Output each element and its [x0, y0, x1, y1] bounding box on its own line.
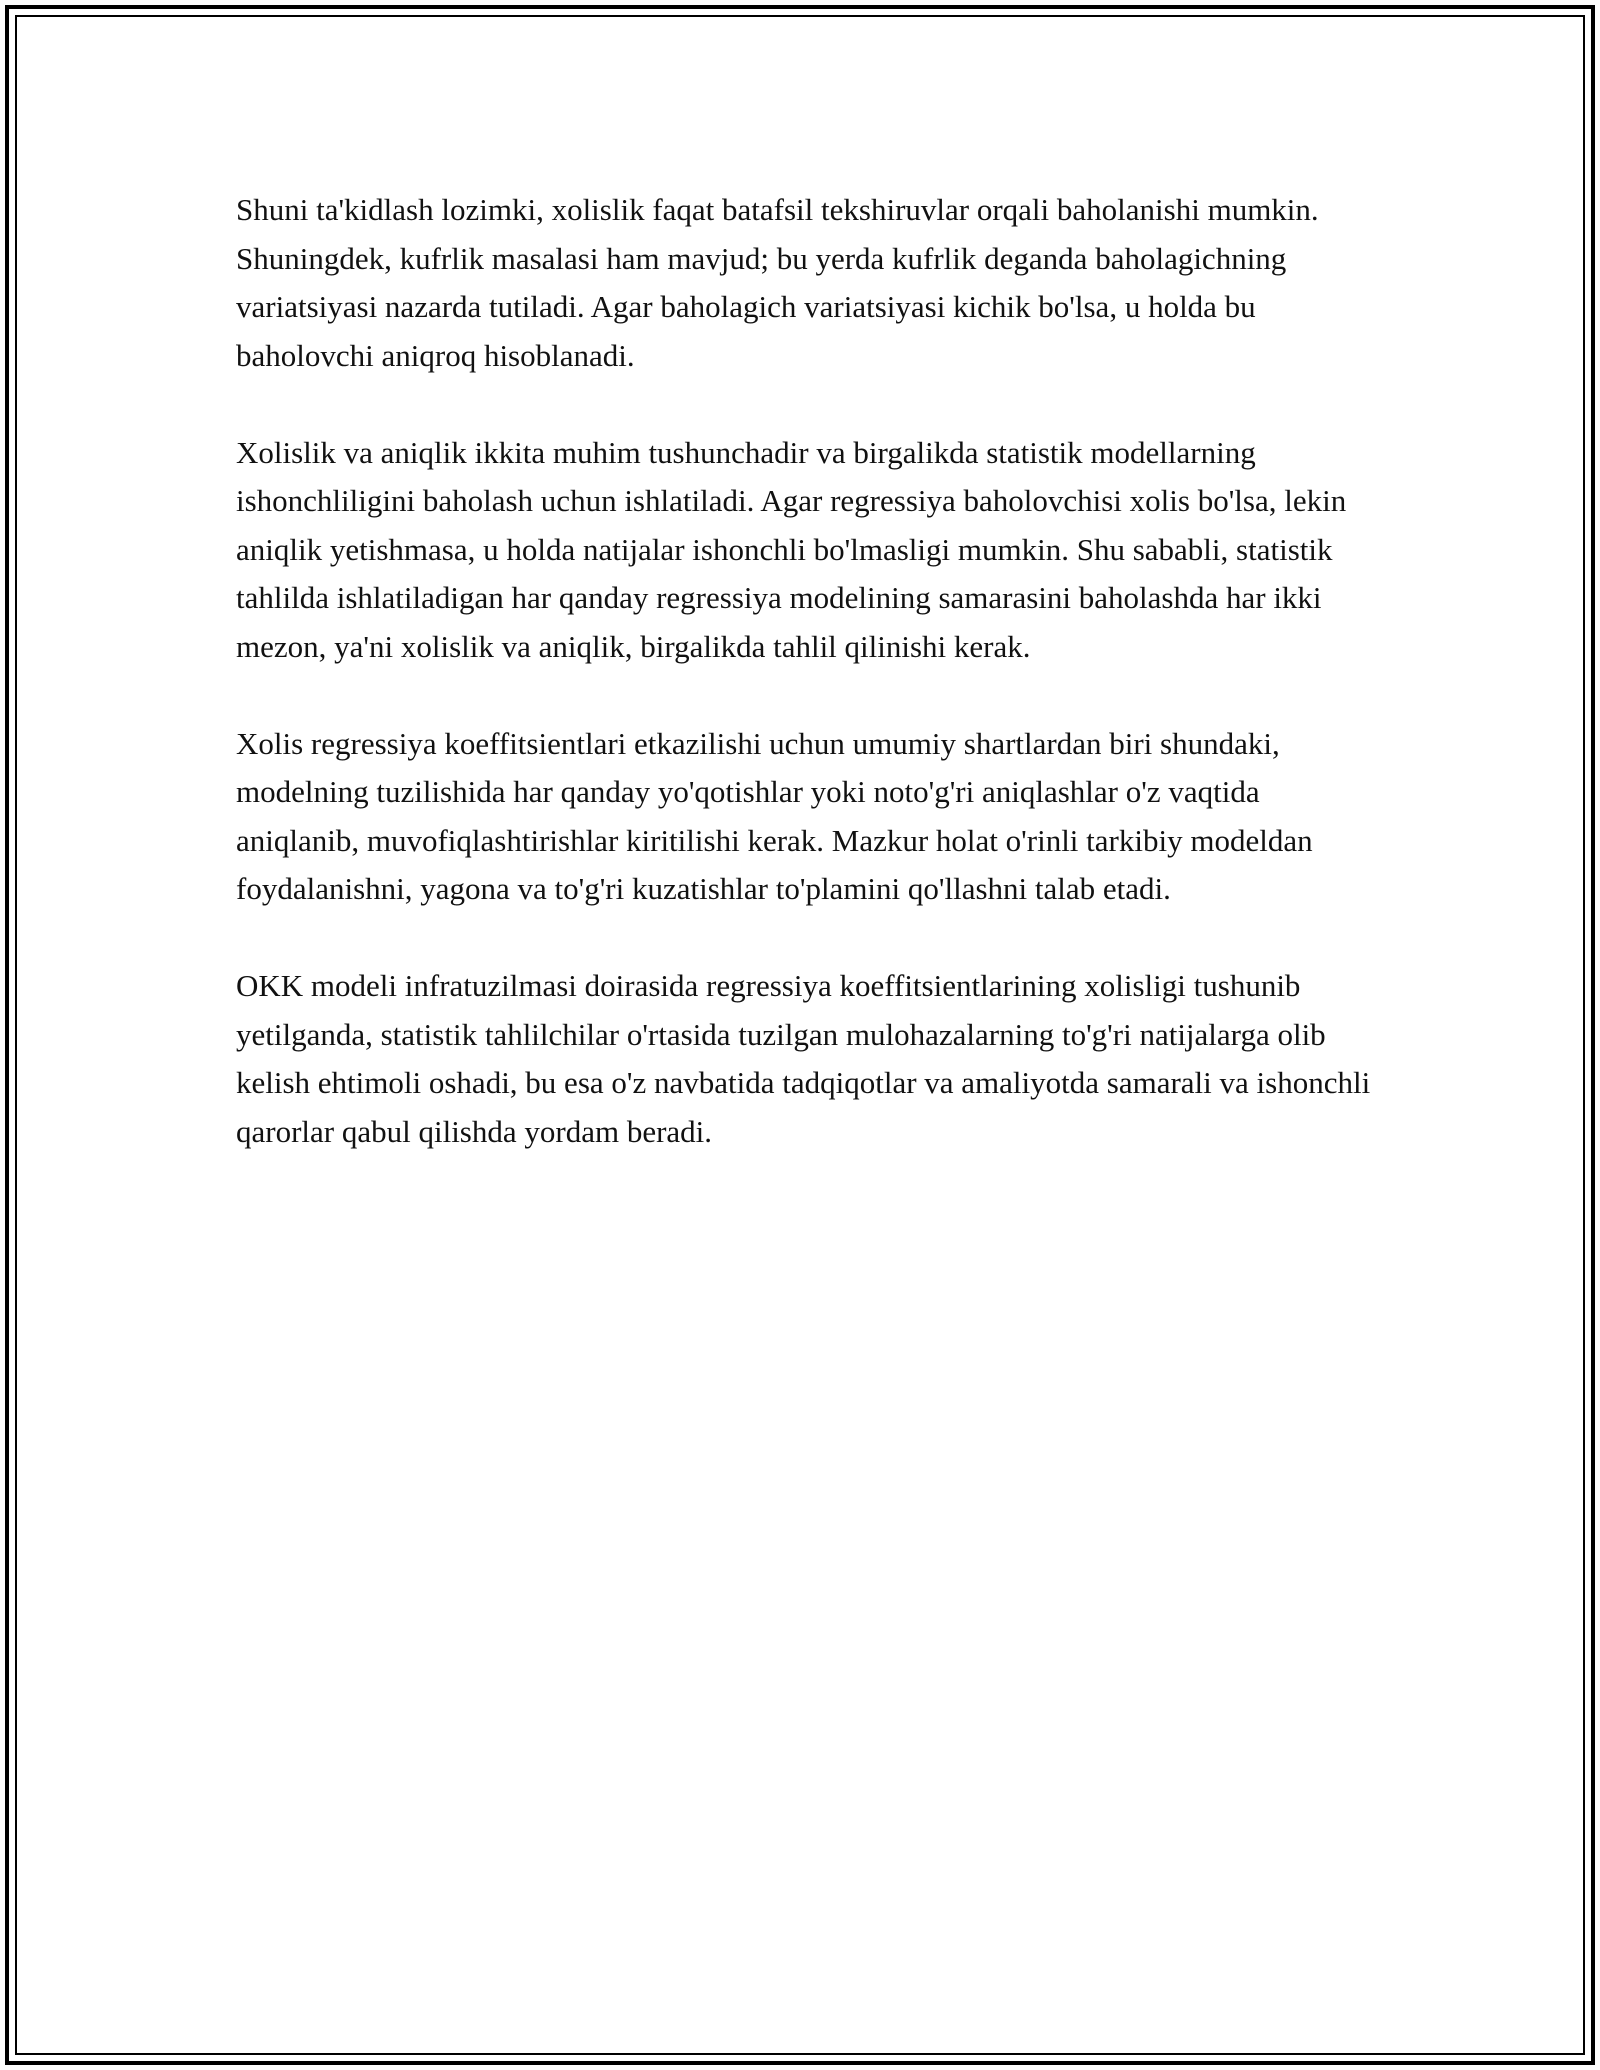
paragraph-1: Shuni ta'kidlash lozimki, xolislik faqat batafsil tekshiruvlar orqali baholanishi mumkin. Shuningdek, kufrlik masalasi ham mavjud; bu yerda kufrlik deganda baholagichning variatsiyasi nazarda tutiladi. Agar baholagich variatsiyasi kichik bo'lsa, u holda bu baholovchi aniqroq hisoblanadi.: [236, 192, 1319, 373]
paragraph-2: Xolislik va aniqlik ikkita muhim tushunchadir va birgalikda statistik modellarning ishonchliligini baholash uchun ishlatiladi. Agar regressiya baholovchisi xolis bo'lsa, lekin aniqlik yetishmasa, u holda natijalar ishonchli bo'lmasligi mumkin. Shu sababli, statistik tahlilda ishlatiladigan har qanday regressiya modelining samarasini baholashda har ikki mezon, ya'ni xolislik va aniqlik, birgalikda tahlil qilinishi kerak.: [236, 434, 1347, 664]
paragraph-3: Xolis regressiya koeffitsientlari etkazilishi uchun umumiy shartlardan biri shundaki, modelning tuzilishida har qanday yo'qotishlar yoki noto'g'ri aniqlashlar o'z vaqtida aniqlanib, muvofiqlashtirishlar kiritilishi kerak. Mazkur holat o'rinli tarkibiy modeldan foydalanishni, yagona va to'g'ri kuzatishlar to'plamini qo'llashni talab etadi.: [236, 725, 1313, 906]
document-body: [236, 186, 1376, 1205]
paragraph-4: OKK modeli infratuzilmasi doirasida regressiya koeffitsientlarining xolisligi tushunib yetilganda, statistik tahlilchilar o'rtasida tuzilgan mulohazalarning to'g'ri natijalarga olib kelish ehtimoli oshadi, bu esa o'z navbatida tadqiqotlar va amaliyotda samarali va ishonchli qarorlar qabul qilishda yordam beradi.: [236, 968, 1371, 1149]
